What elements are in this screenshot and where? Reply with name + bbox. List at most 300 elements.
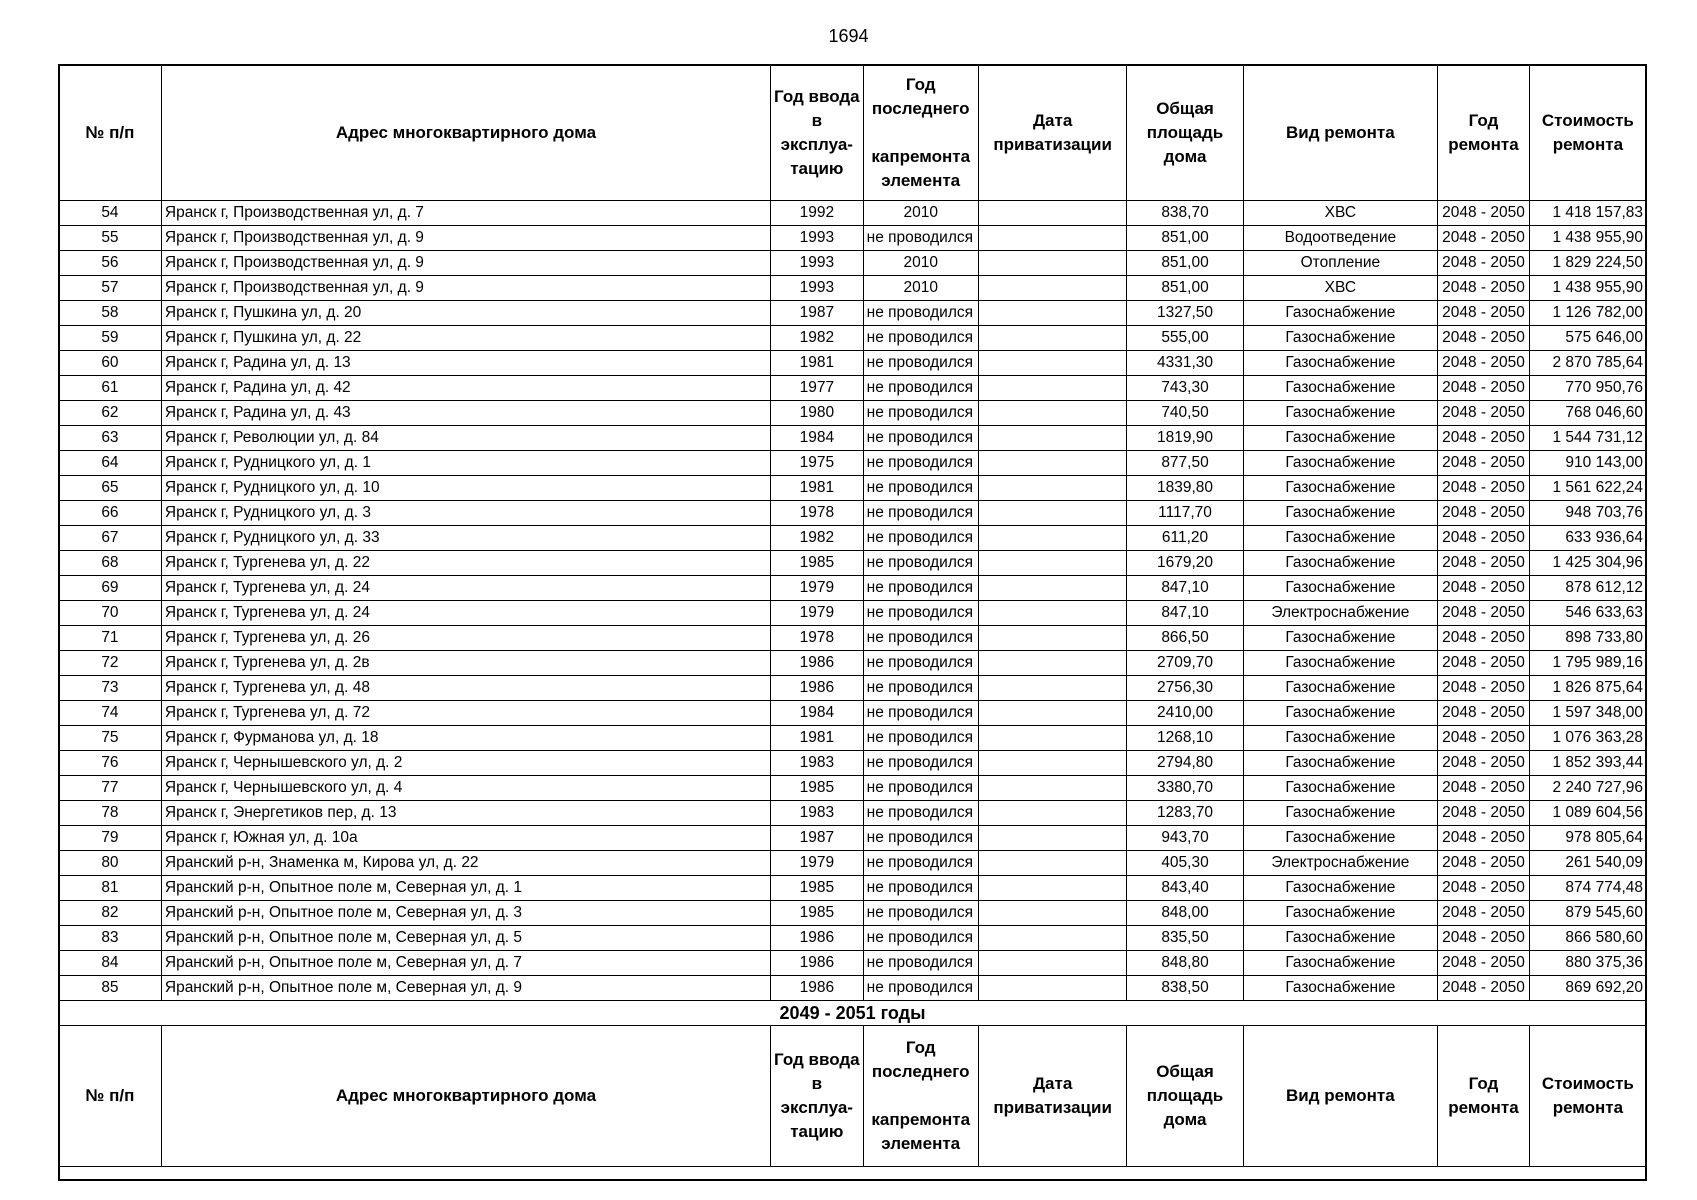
row-last-repair: не проводился: [863, 351, 978, 376]
row-repair-year: 2048 - 2050: [1438, 776, 1530, 801]
row-year-built: 1981: [770, 726, 863, 751]
row-repair-type: Газоснабжение: [1243, 576, 1438, 601]
row-last-repair: 2010: [863, 201, 978, 226]
row-address: Яранск г, Производственная ул, д. 7: [161, 201, 770, 226]
header-area: Общая площадь дома: [1127, 65, 1243, 201]
row-repair-type: Газоснабжение: [1243, 401, 1438, 426]
table-row: [59, 576, 1647, 601]
header-num: № п/п: [59, 1026, 162, 1167]
row-privatization: [978, 276, 1127, 301]
header-privatization: Дата приватизации: [978, 1026, 1127, 1167]
row-num: 67: [59, 526, 162, 551]
row-year-built: 1982: [770, 326, 863, 351]
row-cost: 866 580,60: [1529, 926, 1646, 951]
row-last-repair: не проводился: [863, 376, 978, 401]
row-last-repair: не проводился: [863, 626, 978, 651]
row-year-built: 1986: [770, 926, 863, 951]
row-address: Яранск г, Пушкина ул, д. 22: [161, 326, 770, 351]
row-repair-type: Газоснабжение: [1243, 551, 1438, 576]
row-area: 2794,80: [1127, 751, 1243, 776]
row-privatization: [978, 701, 1127, 726]
row-last-repair: не проводился: [863, 801, 978, 826]
header-address: Адрес многоквартирного дома: [161, 1026, 770, 1167]
header-repair-type: Вид ремонта: [1243, 1026, 1438, 1167]
row-repair-type: Газоснабжение: [1243, 826, 1438, 851]
row-num: 68: [59, 551, 162, 576]
row-address: Яранск г, Фурманова ул, д. 18: [161, 726, 770, 751]
row-num: 83: [59, 926, 162, 951]
row-area: 740,50: [1127, 401, 1243, 426]
row-area: 848,80: [1127, 951, 1243, 976]
row-cost: 2 870 785,64: [1529, 351, 1646, 376]
row-num: 60: [59, 351, 162, 376]
table-row: [59, 426, 1647, 451]
row-last-repair: не проводился: [863, 551, 978, 576]
table-row: [59, 551, 1647, 576]
row-num: 77: [59, 776, 162, 801]
row-last-repair: не проводился: [863, 876, 978, 901]
row-address: Яранск г, Производственная ул, д. 9: [161, 251, 770, 276]
row-area: 835,50: [1127, 926, 1243, 951]
row-address: Яранск г, Рудницкого ул, д. 33: [161, 526, 770, 551]
row-privatization: [978, 901, 1127, 926]
header-repair-type: Вид ремонта: [1243, 65, 1438, 201]
row-repair-type: Газоснабжение: [1243, 751, 1438, 776]
row-repair-year: 2048 - 2050: [1438, 876, 1530, 901]
header-num: № п/п: [59, 65, 162, 201]
table-row: [59, 976, 1647, 1001]
header-address: Адрес многоквартирного дома: [161, 65, 770, 201]
table-row: [59, 651, 1647, 676]
row-num: 85: [59, 976, 162, 1001]
row-num: 55: [59, 226, 162, 251]
row-year-built: 1986: [770, 976, 863, 1001]
table-row: [59, 201, 1647, 226]
header-area: Общая площадь дома: [1127, 1026, 1243, 1167]
row-last-repair: не проводился: [863, 826, 978, 851]
row-cost: 1 544 731,12: [1529, 426, 1646, 451]
row-address: Яранск г, Чернышевского ул, д. 2: [161, 751, 770, 776]
row-year-built: 1985: [770, 876, 863, 901]
row-last-repair: 2010: [863, 251, 978, 276]
row-last-repair: не проводился: [863, 576, 978, 601]
header-privatization: Дата приватизации: [978, 65, 1127, 201]
row-privatization: [978, 776, 1127, 801]
row-num: 63: [59, 426, 162, 451]
row-privatization: [978, 251, 1127, 276]
row-privatization: [978, 326, 1127, 351]
row-area: 611,20: [1127, 526, 1243, 551]
row-repair-year: 2048 - 2050: [1438, 476, 1530, 501]
row-cost: 261 540,09: [1529, 851, 1646, 876]
row-area: 1819,90: [1127, 426, 1243, 451]
row-area: 2756,30: [1127, 676, 1243, 701]
row-cost: 1 438 955,90: [1529, 226, 1646, 251]
row-repair-year: 2048 - 2050: [1438, 801, 1530, 826]
row-privatization: [978, 451, 1127, 476]
row-repair-year: 2048 - 2050: [1438, 526, 1530, 551]
row-cost: 910 143,00: [1529, 451, 1646, 476]
row-repair-type: Газоснабжение: [1243, 876, 1438, 901]
row-year-built: 1975: [770, 451, 863, 476]
row-cost: 948 703,76: [1529, 501, 1646, 526]
row-year-built: 1979: [770, 851, 863, 876]
row-year-built: 1984: [770, 701, 863, 726]
row-num: 74: [59, 701, 162, 726]
row-cost: 1 425 304,96: [1529, 551, 1646, 576]
row-repair-year: 2048 - 2050: [1438, 426, 1530, 451]
row-cost: 880 375,36: [1529, 951, 1646, 976]
row-last-repair: не проводился: [863, 726, 978, 751]
header-last-repair-gap: [867, 1084, 975, 1108]
row-cost: 2 240 727,96: [1529, 776, 1646, 801]
row-repair-year: 2048 - 2050: [1438, 201, 1530, 226]
row-area: 847,10: [1127, 601, 1243, 626]
row-cost: 575 646,00: [1529, 326, 1646, 351]
header-cost: Стоимость ремонта: [1529, 65, 1646, 201]
row-privatization: [978, 526, 1127, 551]
row-num: 79: [59, 826, 162, 851]
row-cost: 1 826 875,64: [1529, 676, 1646, 701]
row-repair-type: Газоснабжение: [1243, 926, 1438, 951]
table-row: [59, 776, 1647, 801]
row-num: 75: [59, 726, 162, 751]
row-repair-year: 2048 - 2050: [1438, 576, 1530, 601]
row-num: 81: [59, 876, 162, 901]
row-last-repair: не проводился: [863, 751, 978, 776]
row-repair-type: ХВС: [1243, 201, 1438, 226]
row-last-repair: не проводился: [863, 951, 978, 976]
table-row: [59, 351, 1647, 376]
row-year-built: 1985: [770, 551, 863, 576]
row-privatization: [978, 826, 1127, 851]
table-row: [59, 226, 1647, 251]
row-area: 2709,70: [1127, 651, 1243, 676]
row-address: Яранск г, Южная ул, д. 10а: [161, 826, 770, 851]
row-cost: 1 795 989,16: [1529, 651, 1646, 676]
row-address: Яранск г, Тургенева ул, д. 72: [161, 701, 770, 726]
table-row: [59, 826, 1647, 851]
row-repair-year: 2048 - 2050: [1438, 676, 1530, 701]
table-row: [59, 751, 1647, 776]
row-year-built: 1978: [770, 626, 863, 651]
row-repair-type: Газоснабжение: [1243, 351, 1438, 376]
row-area: 743,30: [1127, 376, 1243, 401]
row-num: 64: [59, 451, 162, 476]
row-privatization: [978, 551, 1127, 576]
row-num: 82: [59, 901, 162, 926]
header-last-repair: [863, 1026, 978, 1167]
row-repair-year: 2048 - 2050: [1438, 401, 1530, 426]
header-last-repair-a: Год последнего: [871, 1038, 970, 1081]
row-address: Яранск г, Тургенева ул, д. 26: [161, 626, 770, 651]
row-repair-type: Отопление: [1243, 251, 1438, 276]
row-address: Яранск г, Тургенева ул, д. 2в: [161, 651, 770, 676]
row-area: 851,00: [1127, 276, 1243, 301]
row-repair-year: 2048 - 2050: [1438, 451, 1530, 476]
row-year-built: 1993: [770, 251, 863, 276]
table-row: [59, 601, 1647, 626]
row-area: 838,50: [1127, 976, 1243, 1001]
header-repair-year: Год ремонта: [1438, 1026, 1530, 1167]
table-row: [59, 276, 1647, 301]
row-cost: 978 805,64: [1529, 826, 1646, 851]
row-address: Яранск г, Рудницкого ул, д. 10: [161, 476, 770, 501]
row-area: 838,70: [1127, 201, 1243, 226]
row-repair-year: 2048 - 2050: [1438, 976, 1530, 1001]
row-last-repair: не проводился: [863, 426, 978, 451]
row-address: Яранск г, Производственная ул, д. 9: [161, 226, 770, 251]
row-repair-year: 2048 - 2050: [1438, 501, 1530, 526]
row-address: Яранск г, Пушкина ул, д. 20: [161, 301, 770, 326]
row-area: 1117,70: [1127, 501, 1243, 526]
row-cost: 869 692,20: [1529, 976, 1646, 1001]
row-area: 843,40: [1127, 876, 1243, 901]
row-num: 71: [59, 626, 162, 651]
row-repair-year: 2048 - 2050: [1438, 326, 1530, 351]
header-repair-year: Год ремонта: [1438, 65, 1530, 201]
row-address: Яранск г, Производственная ул, д. 9: [161, 276, 770, 301]
row-cost: 1 126 782,00: [1529, 301, 1646, 326]
row-repair-year: 2048 - 2050: [1438, 276, 1530, 301]
row-last-repair: не проводился: [863, 401, 978, 426]
table-row: [59, 951, 1647, 976]
row-area: 848,00: [1127, 901, 1243, 926]
table-row: [59, 926, 1647, 951]
row-year-built: 1979: [770, 576, 863, 601]
row-repair-year: 2048 - 2050: [1438, 351, 1530, 376]
row-year-built: 1987: [770, 826, 863, 851]
row-repair-year: 2048 - 2050: [1438, 551, 1530, 576]
row-num: 78: [59, 801, 162, 826]
row-address: Яранск г, Чернышевского ул, д. 4: [161, 776, 770, 801]
row-privatization: [978, 401, 1127, 426]
row-year-built: 1977: [770, 376, 863, 401]
row-address: Яранск г, Радина ул, д. 42: [161, 376, 770, 401]
row-repair-type: Газоснабжение: [1243, 676, 1438, 701]
row-num: 84: [59, 951, 162, 976]
row-last-repair: не проводился: [863, 976, 978, 1001]
row-address: Яранский р-н, Опытное поле м, Северная ул, д. 9: [161, 976, 770, 1001]
row-repair-year: 2048 - 2050: [1438, 851, 1530, 876]
table-body: [59, 201, 1647, 1001]
row-area: 1268,10: [1127, 726, 1243, 751]
row-address: Яранский р-н, Опытное поле м, Северная ул, д. 5: [161, 926, 770, 951]
row-year-built: 1993: [770, 276, 863, 301]
row-last-repair: не проводился: [863, 676, 978, 701]
table-row: [59, 301, 1647, 326]
row-repair-year: 2048 - 2050: [1438, 926, 1530, 951]
row-cost: 768 046,60: [1529, 401, 1646, 426]
row-year-built: 1986: [770, 676, 863, 701]
row-area: 405,30: [1127, 851, 1243, 876]
row-repair-type: Газоснабжение: [1243, 901, 1438, 926]
header-last-repair-b: капремонта элемента: [871, 146, 971, 190]
header-last-repair-a: Год последнего: [871, 74, 970, 118]
row-cost: 1 418 157,83: [1529, 201, 1646, 226]
row-address: Яранск г, Тургенева ул, д. 48: [161, 676, 770, 701]
row-repair-type: Газоснабжение: [1243, 451, 1438, 476]
row-privatization: [978, 876, 1127, 901]
row-repair-type: Водоотведение: [1243, 226, 1438, 251]
row-num: 73: [59, 676, 162, 701]
row-privatization: [978, 351, 1127, 376]
row-address: Яранский р-н, Опытное поле м, Северная ул, д. 1: [161, 876, 770, 901]
row-address: Яранск г, Радина ул, д. 43: [161, 401, 770, 426]
row-num: 56: [59, 251, 162, 276]
row-num: 54: [59, 201, 162, 226]
row-area: 847,10: [1127, 576, 1243, 601]
row-repair-type: Газоснабжение: [1243, 526, 1438, 551]
row-last-repair: 2010: [863, 276, 978, 301]
row-area: 2410,00: [1127, 701, 1243, 726]
row-address: Яранский р-н, Знаменка м, Кирова ул, д. 22: [161, 851, 770, 876]
row-repair-year: 2048 - 2050: [1438, 626, 1530, 651]
row-address: Яранск г, Тургенева ул, д. 22: [161, 551, 770, 576]
header-cost: Стоимость ремонта: [1529, 1026, 1646, 1167]
row-num: 76: [59, 751, 162, 776]
row-privatization: [978, 226, 1127, 251]
row-area: 943,70: [1127, 826, 1243, 851]
row-cost: 633 936,64: [1529, 526, 1646, 551]
row-year-built: 1986: [770, 951, 863, 976]
row-address: Яранск г, Рудницкого ул, д. 3: [161, 501, 770, 526]
row-num: 80: [59, 851, 162, 876]
row-last-repair: не проводился: [863, 651, 978, 676]
row-num: 69: [59, 576, 162, 601]
row-repair-type: Газоснабжение: [1243, 426, 1438, 451]
row-repair-type: Газоснабжение: [1243, 326, 1438, 351]
table-row: [59, 726, 1647, 751]
row-repair-type: Газоснабжение: [1243, 951, 1438, 976]
row-repair-type: Газоснабжение: [1243, 776, 1438, 801]
row-year-built: 1985: [770, 901, 863, 926]
row-cost: 1 561 622,24: [1529, 476, 1646, 501]
table-row: [59, 451, 1647, 476]
row-address: Яранский р-н, Опытное поле м, Северная ул, д. 3: [161, 901, 770, 926]
row-year-built: 1981: [770, 351, 863, 376]
row-privatization: [978, 201, 1127, 226]
row-area: 877,50: [1127, 451, 1243, 476]
row-repair-type: Газоснабжение: [1243, 376, 1438, 401]
row-cost: 1 076 363,28: [1529, 726, 1646, 751]
row-num: 72: [59, 651, 162, 676]
row-repair-type: Газоснабжение: [1243, 976, 1438, 1001]
row-area: 555,00: [1127, 326, 1243, 351]
row-last-repair: не проводился: [863, 901, 978, 926]
row-privatization: [978, 476, 1127, 501]
section-row: [59, 1001, 1647, 1026]
row-repair-year: 2048 - 2050: [1438, 651, 1530, 676]
row-cost: 1 852 393,44: [1529, 751, 1646, 776]
row-year-built: 1983: [770, 751, 863, 776]
table-row: [59, 701, 1647, 726]
row-year-built: 1993: [770, 226, 863, 251]
table-row: [59, 251, 1647, 276]
row-privatization: [978, 801, 1127, 826]
row-address: Яранск г, Тургенева ул, д. 24: [161, 576, 770, 601]
table-row: [59, 401, 1647, 426]
row-num: 66: [59, 501, 162, 526]
row-repair-year: 2048 - 2050: [1438, 826, 1530, 851]
row-privatization: [978, 726, 1127, 751]
header-last-repair: [863, 65, 978, 201]
table-row: [59, 376, 1647, 401]
row-last-repair: не проводился: [863, 601, 978, 626]
row-last-repair: не проводился: [863, 301, 978, 326]
row-privatization: [978, 601, 1127, 626]
row-repair-year: 2048 - 2050: [1438, 301, 1530, 326]
page-number: 1694: [828, 26, 869, 46]
row-repair-year: 2048 - 2050: [1438, 901, 1530, 926]
row-area: 1283,70: [1127, 801, 1243, 826]
row-repair-type: Газоснабжение: [1243, 476, 1438, 501]
row-address: Яранск г, Радина ул, д. 13: [161, 351, 770, 376]
row-repair-type: Газоснабжение: [1243, 651, 1438, 676]
row-last-repair: не проводился: [863, 701, 978, 726]
row-repair-type: Газоснабжение: [1243, 701, 1438, 726]
table-row: [59, 851, 1647, 876]
row-last-repair: не проводился: [863, 326, 978, 351]
header-last-repair-gap: [867, 121, 975, 145]
row-year-built: 1982: [770, 526, 863, 551]
row-privatization: [978, 976, 1127, 1001]
row-last-repair: не проводился: [863, 776, 978, 801]
row-privatization: [978, 651, 1127, 676]
row-cost: 1 089 604,56: [1529, 801, 1646, 826]
row-year-built: 1987: [770, 301, 863, 326]
row-repair-type: Газоснабжение: [1243, 801, 1438, 826]
table-header-repeat: [59, 1026, 1647, 1167]
row-last-repair: не проводился: [863, 926, 978, 951]
row-last-repair: не проводился: [863, 526, 978, 551]
row-last-repair: не проводился: [863, 451, 978, 476]
row-cost: 878 612,12: [1529, 576, 1646, 601]
row-privatization: [978, 951, 1127, 976]
row-address: Яранский р-н, Опытное поле м, Северная ул, д. 7: [161, 951, 770, 976]
header-last-repair-b: капремонта элемента: [871, 1110, 971, 1153]
row-num: 65: [59, 476, 162, 501]
row-year-built: 1978: [770, 501, 863, 526]
row-area: 3380,70: [1127, 776, 1243, 801]
row-num: 59: [59, 326, 162, 351]
row-privatization: [978, 426, 1127, 451]
row-year-built: 1986: [770, 651, 863, 676]
row-repair-type: Газоснабжение: [1243, 726, 1438, 751]
row-year-built: 1980: [770, 401, 863, 426]
row-cost: 770 950,76: [1529, 376, 1646, 401]
row-repair-year: 2048 - 2050: [1438, 226, 1530, 251]
row-num: 57: [59, 276, 162, 301]
row-repair-year: 2048 - 2050: [1438, 601, 1530, 626]
row-repair-year: 2048 - 2050: [1438, 751, 1530, 776]
row-address: Яранск г, Рудницкого ул, д. 1: [161, 451, 770, 476]
row-cost: 898 733,80: [1529, 626, 1646, 651]
row-privatization: [978, 576, 1127, 601]
row-repair-type: ХВС: [1243, 276, 1438, 301]
row-privatization: [978, 376, 1127, 401]
row-year-built: 1979: [770, 601, 863, 626]
row-privatization: [978, 926, 1127, 951]
header-year-built: Год ввода в эксплуа-тацию: [770, 1026, 863, 1167]
header-year-built: Год ввода в эксплуа-тацию: [770, 65, 863, 201]
row-num: 61: [59, 376, 162, 401]
row-cost: 1 829 224,50: [1529, 251, 1646, 276]
row-year-built: 1981: [770, 476, 863, 501]
row-area: 851,00: [1127, 226, 1243, 251]
row-address: Яранск г, Революции ул, д. 84: [161, 426, 770, 451]
row-cost: 879 545,60: [1529, 901, 1646, 926]
